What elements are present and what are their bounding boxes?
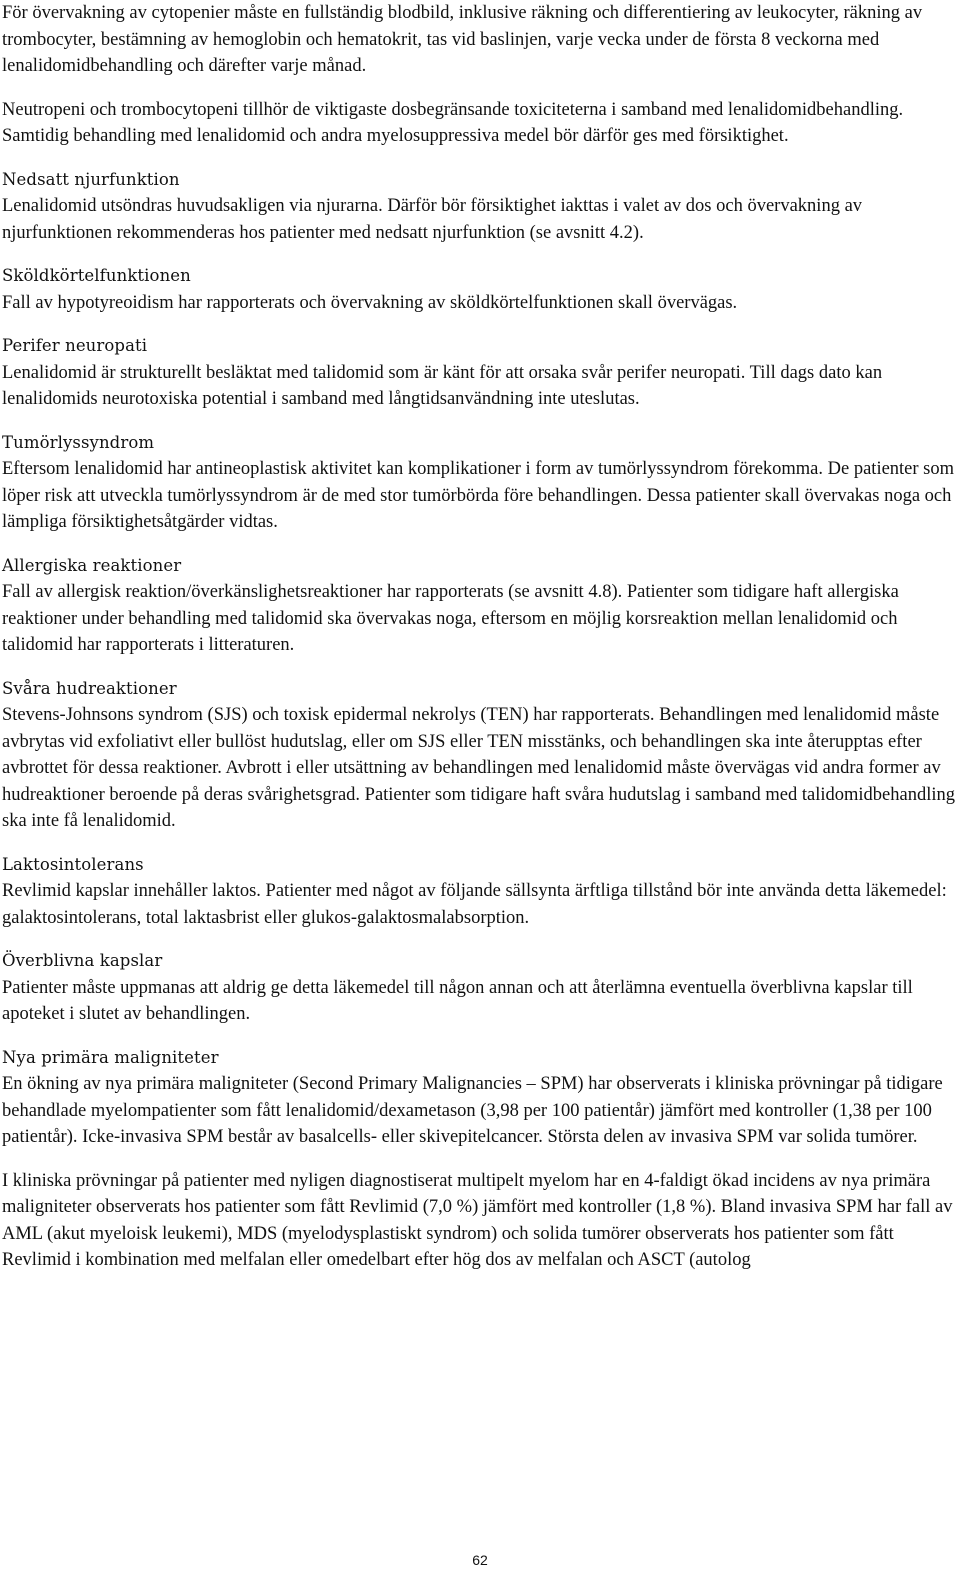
section-text: Stevens-Johnsons syndrom (SJS) och toxisk epidermal nekrolys (TEN) har rapporterats. Behandlingen med lenalidomid måste avbrytas vid exfoliativt eller bullöst hudutslag, eller om SJS eller TEN misstänks, och behandlingen ska inte återupptas efter avbrottet för dessa reaktioner. Avbrott i eller utsättning av behandlingen med lenalidomid måste övervägas vid andra former av hudreaktioner beroende på deras svårighetsgrad. Patienter som tidigare haft svåra hudutslag i samband med talidomidbehandling ska inte få lenalidomid. [2,705,955,831]
section-leftover-capsules [2,948,956,1028]
section-heading: Nya primära maligniteter [2,1047,219,1067]
section-lactose-intolerance [2,852,956,932]
document-body [2,0,956,1291]
section-text: Lenalidomid är strukturellt besläktat med talidomid som är känt för att orsaka svår perifer neuropati. Till dags dato kan lenalidomids neurotoxiska potential i samband med långtidsanvändning inte uteslutas. [2,362,883,409]
section-heading: Tumörlyssyndrom [2,432,155,452]
section-allergic-reactions [2,553,956,659]
section-text: En ökning av nya primära maligniteter (Second Primary Malignancies – SPM) har observerats i kliniska prövningar på tidigare behandlade myelompatienter som fått lenalidomid/dexametason (3,98 per 100 patientår) jämfört med kontroller (1,38 per 100 patientår). Icke-invasiva SPM består av basalcells- eller skivepitelcancer. Största delen av invasiva SPM var solida tumörer. [2,1074,943,1147]
section-heading: Svåra hudreaktioner [2,678,177,698]
page-number: 62 [472,1552,488,1568]
section-text: Lenalidomid utsöndras huvudsakligen via njurarna. Därför bör försiktighet iakttas i valet av dos och övervakning av njurfunktionen rekommenderas hos patienter med nedsatt njurfunktion (se avsnitt 4.2). [2,196,863,243]
section-tumor-lysis-syndrome [2,430,956,536]
section-heading: Överblivna kapslar [2,951,163,970]
section-thyroid-function [2,263,956,316]
section-text: Fall av hypotyreoidism har rapporterats och övervakning av sköldkörtelfunktionen skall övervägas. [2,292,738,313]
section-peripheral-neuropathy [2,333,956,413]
section-text: Eftersom lenalidomid har antineoplastisk aktivitet kan komplikationer i form av tumörlyssyndrom förekomma. De patienter som löper risk att utveckla tumörlyssyndrom är de med stor tumörbörda före behandlingen. Dessa patienter skall övervakas noga och lämpliga försiktighetsåtgärder vidtas. [2,459,955,532]
section-text: Patienter måste uppmanas att aldrig ge detta läkemedel till någon annan och att återlämna eventuella överblivna kapslar till apoteket i slutet av behandlingen. [2,977,913,1024]
section-heading: Nedsatt njurfunktion [2,169,180,189]
closing-paragraph-clinical-trials: I kliniska prövningar på patienter med nyligen diagnostiserat multipelt myelom har en 4-faldigt ökad incidens av nya primära maligniteter observerats hos patienter som fått Revlimid (7,0 %) jämfört med kontroller (1,8 %). Bland invasiva SPM har fall av AML (akut myeloisk leukemi), MDS (myelodysplastiskt syndrom) och solida tumörer observerats hos patienter som fått Revlimid i kombination med melfalan eller omedelbart efter hög dos av melfalan och ASCT (autolog [2,1170,953,1270]
section-severe-skin-reactions [2,676,956,835]
intro-paragraph-blood-count: För övervakning av cytopenier måste en fullständig blodbild, inklusive räkning och differentiering av leukocyter, räkning av trombocyter, bestämning av hemoglobin och hematokrit, tas vid baslinjen, varje vecka under de första 8 veckorna med lenalidomidbehandling och därefter varje månad. [2,3,923,76]
section-heading: Sköldkörtelfunktionen [2,266,191,285]
section-second-primary-malignancies [2,1045,956,1151]
section-text: Revlimid kapslar innehåller laktos. Patienter med något av följande sällsynta ärftliga tillstånd bör inte använda detta läkemedel: galaktosintolerans, total laktasbrist eller glukos-galaktosmalabsorption. [2,881,947,928]
section-renal-impairment [2,167,956,247]
section-text: Fall av allergisk reaktion/överkänslighetsreaktioner har rapporterats (se avsnitt 4.8). Patienter som tidigare haft allergiska reaktioner under behandling med talidomid ska övervakas noga, eftersom en möjlig korsreaktion mellan lenalidomid och talidomid har rapporterats i litteraturen. [2,582,899,655]
section-heading: Allergiska reaktioner [2,555,182,575]
section-heading: Laktosintolerans [2,854,144,874]
section-heading: Perifer neuropati [2,336,148,355]
intro-paragraph-neutropenia: Neutropeni och trombocytopeni tillhör de viktigaste dosbegränsande toxiciteterna i samband med lenalidomidbehandling. Samtidig behandling med lenalidomid och andra myelosuppressiva medel bör därför ges med försiktighet. [2,99,904,146]
